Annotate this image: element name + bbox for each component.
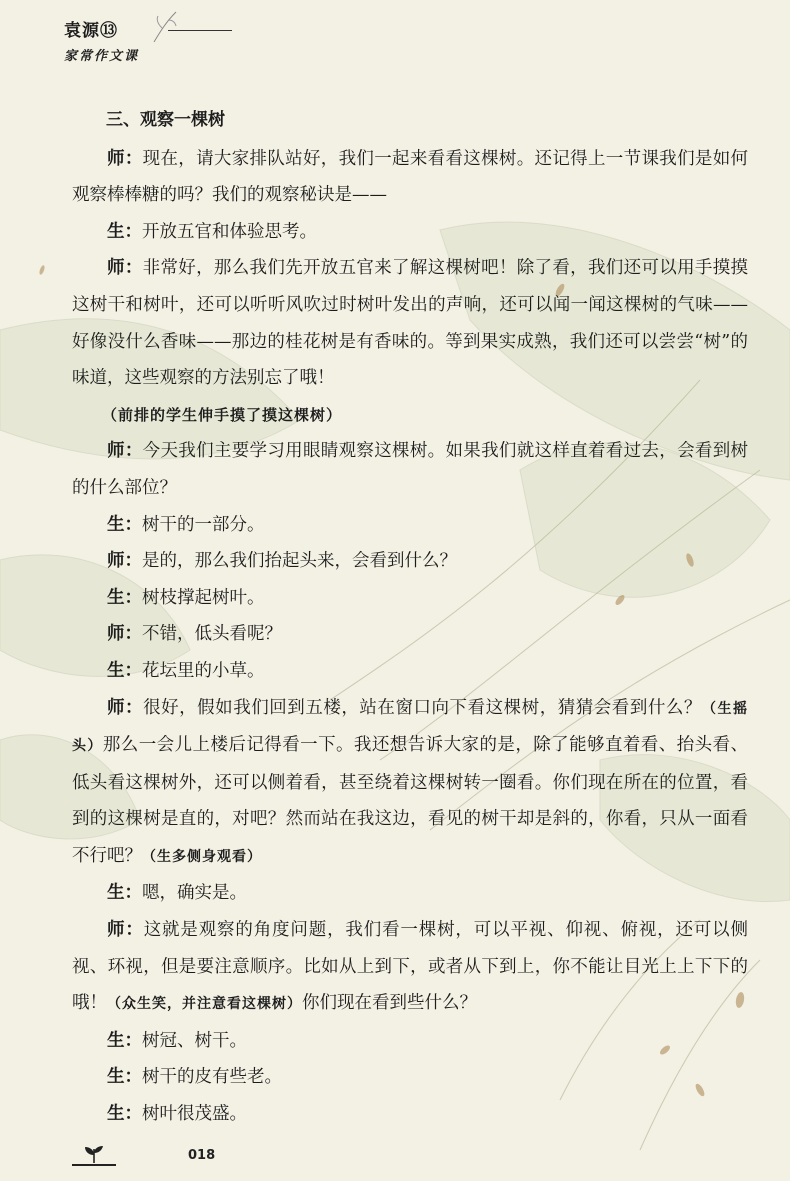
dialogue-text: 树干的一部分。 <box>142 514 265 535</box>
dialogue-text: 你们现在看到些什么？ <box>302 993 477 1014</box>
stage-direction-inline: （生摇头） <box>72 700 749 755</box>
page-number: 018 <box>188 1147 216 1163</box>
dialogue-text: 开放五官和体验思考。 <box>142 221 317 242</box>
dialogue-text: 那么一会儿上楼后记得看一下。我还想告诉大家的是，除了能够直着看、抬头看、低头看这棵树外，还可以侧着看，甚至绕着这棵树转一圈看。你们现在所在的位置，看到的这棵树是直的，对吧？然而站在我这边，看见的树干却是斜的，你看，只从一面看不行吧？ <box>72 735 749 866</box>
speaker-label: 师： <box>107 624 142 645</box>
dialogue-line <box>72 1023 748 1060</box>
speaker-label: 师： <box>107 697 144 718</box>
dialogue-line <box>72 141 748 214</box>
speaker-label: 生： <box>107 1067 142 1088</box>
speaker-label: 师： <box>107 551 142 572</box>
speaker-label: 师： <box>107 148 143 169</box>
dialogue-line <box>72 543 748 580</box>
dialogue-line <box>72 507 748 544</box>
header-rule <box>168 30 232 31</box>
dialogue-line <box>72 250 748 396</box>
page-footer <box>72 1141 215 1169</box>
dialogue-text: 树干的皮有些老。 <box>142 1067 282 1088</box>
speaker-label: 师： <box>107 258 143 279</box>
dialogue-line <box>72 1059 748 1096</box>
dialogue-line <box>72 1096 748 1133</box>
dialogue-line <box>72 433 748 506</box>
speaker-label: 生： <box>107 587 142 608</box>
speaker-label: 生： <box>107 514 142 535</box>
dialogue-text: 是的，那么我们抬起头来，会看到什么？ <box>142 551 457 572</box>
dialogue-text: 树冠、树干。 <box>142 1030 247 1051</box>
stage-direction-inline: （众生笑，并注意看这棵树） <box>107 996 302 1013</box>
page-body <box>72 102 748 1133</box>
speaker-label: 师： <box>107 920 144 941</box>
sprig-icon <box>150 8 180 44</box>
speaker-label: 生： <box>107 1030 142 1051</box>
dialogue-line <box>72 580 748 617</box>
sprout-icon <box>72 1141 116 1169</box>
dialogue-line <box>72 690 748 876</box>
dialogue-text: 今天我们主要学习用眼睛观察这棵树。如果我们就这样直着看过去，会看到树的什么部位？ <box>72 441 749 498</box>
dialogue-text: 非常好，那么我们先开放五官来了解这棵树吧！除了看，我们还可以用手摸摸这树干和树叶，还可以听听风吹过时树叶发出的声响，还可以闻一闻这棵树的气味——好像没什么香味——那边的桂花树是有香味的。等到果实成熟，我们还可以尝尝“树”的味道，这些观察的方法别忘了哦！ <box>72 258 749 389</box>
dialogue-line <box>72 912 748 1023</box>
speaker-label: 生： <box>107 1104 142 1125</box>
dialogue-line <box>72 214 748 251</box>
dialogue-line <box>72 875 748 912</box>
speaker-label: 生： <box>107 660 142 681</box>
book-title: 家常作文课 <box>64 49 140 64</box>
dialogue-text: 不错，低头看呢？ <box>142 624 282 645</box>
dialogue-text: 现在，请大家排队站好，我们一起来看看这棵树。还记得上一节课我们是如何观察棒棒糖的吗？我们的观察秘诀是—— <box>72 148 749 206</box>
stage-direction: （前排的学生伸手摸了摸这棵树） <box>102 405 343 424</box>
speaker-label: 生： <box>107 883 142 904</box>
dialogue-line <box>72 616 748 653</box>
speaker-label: 师： <box>107 441 143 462</box>
dialogue-text: 树叶很茂盛。 <box>142 1104 247 1125</box>
series-brand: 袁源⑬ <box>64 21 118 41</box>
dialogue-line <box>72 653 748 690</box>
dialogue-text: 花坛里的小草。 <box>142 660 265 681</box>
stage-direction-inline: （生多侧身观看） <box>142 848 262 865</box>
dialogue-text: 很好，假如我们回到五楼，站在窗口向下看这棵树，猜猜会看到什么？ <box>143 697 702 718</box>
running-header <box>64 16 139 64</box>
dialogue-text: 这就是观察的角度问题，我们看一棵树，可以平视、仰视、俯视，还可以侧视、环视，但是要注意顺序。比如从上到下，或者从下到上，你不能让目光上上下下的哦！ <box>72 920 749 1014</box>
section-title: 三、观察一棵树 <box>106 110 225 130</box>
speaker-label: 生： <box>107 221 142 242</box>
dialogue-text: 嗯，确实是。 <box>142 883 247 904</box>
dialogue-text: 树枝撑起树叶。 <box>142 587 265 608</box>
